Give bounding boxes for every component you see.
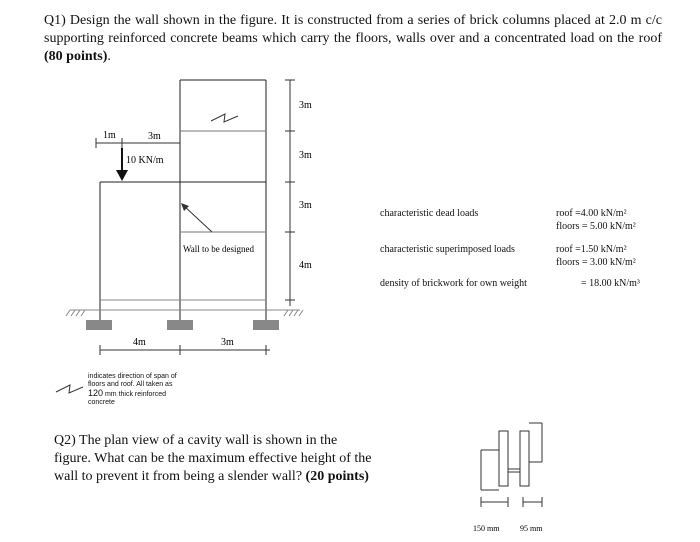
question-2-lead: Q2) The plan view of a cavity wall is shown in the figure. What can be the maximum effective height of the wall to prevent it from being a slender wall? xyxy=(54,433,372,484)
imposed-load-floors: floors = 3.00 kN/m² xyxy=(556,257,636,268)
cavity-wall-plan xyxy=(481,423,542,507)
plan-pier-right xyxy=(529,423,542,462)
plan-dimension-1 xyxy=(481,497,508,507)
density-value: = 18.00 kN/m³ xyxy=(581,278,640,289)
bay-width-1: 4m xyxy=(133,337,146,348)
ground-hatch-left xyxy=(66,310,85,316)
bottom-dimension xyxy=(100,345,270,355)
dead-load-floors: floors = 5.00 kN/m² xyxy=(556,221,636,232)
foundation-middle xyxy=(167,320,193,330)
figure-legend xyxy=(88,373,228,407)
plan-leaf-outer xyxy=(499,431,508,486)
question-1-tail: . xyxy=(107,49,111,64)
dead-load-roof: roof =4.00 kN/m² xyxy=(556,208,627,219)
question-1-points: (80 points) xyxy=(44,49,108,64)
storey-height-1: 3m xyxy=(299,100,312,111)
bay-width-2: 3m xyxy=(221,337,234,348)
foundation-left xyxy=(86,320,112,330)
load-arrow-head xyxy=(116,170,128,181)
top-dimension-3m: 3m xyxy=(148,131,161,142)
plan-dim-95: 95 mm xyxy=(520,524,543,533)
span-direction-icon xyxy=(211,114,238,122)
wall-label: Wall to be designed xyxy=(183,244,255,254)
foundation-right xyxy=(253,320,279,330)
legend-line-3: mm thick reinforced xyxy=(103,391,167,398)
storey-height-4: 4m xyxy=(299,260,312,271)
dead-load-label: characteristic dead loads xyxy=(380,208,479,219)
legend-thickness: 120 xyxy=(88,388,104,398)
legend-span-icon xyxy=(56,385,83,393)
legend-line-2: floors and roof. All taken as xyxy=(88,381,173,388)
legend-line-1: indicates direction of span of xyxy=(88,373,177,380)
legend-line-4: concrete xyxy=(88,399,115,406)
plan-pier-left xyxy=(481,450,499,490)
top-dimension-1m: 1m xyxy=(103,130,116,141)
question-2-points: (20 points) xyxy=(305,469,369,484)
wall-pointer-line xyxy=(183,205,212,232)
plan-dim-150: 150 mm xyxy=(473,524,500,533)
ground-hatch-right xyxy=(284,310,303,316)
plan-leaf-inner xyxy=(520,431,529,486)
question-1-lead: Q1) Design the wall shown in the figure. It is constructed from a series of brick columns placed at 2.0 m c/c supporting reinforced concrete beams which carry the floors, walls over and a concentrated load on the roof xyxy=(44,13,662,46)
density-label: density of brickwork for own weight xyxy=(380,278,527,289)
storey-height-3: 3m xyxy=(299,200,312,211)
load-label: 10 KN/m xyxy=(126,155,164,166)
plan-ties xyxy=(508,469,520,472)
imposed-load-roof: roof =1.50 kN/m² xyxy=(556,244,627,255)
plan-dimension-2 xyxy=(523,497,542,507)
storey-height-2: 3m xyxy=(299,150,312,161)
imposed-load-label: characteristic superimposed loads xyxy=(380,244,515,255)
question-2-text xyxy=(54,432,374,486)
height-dimension xyxy=(285,80,295,306)
